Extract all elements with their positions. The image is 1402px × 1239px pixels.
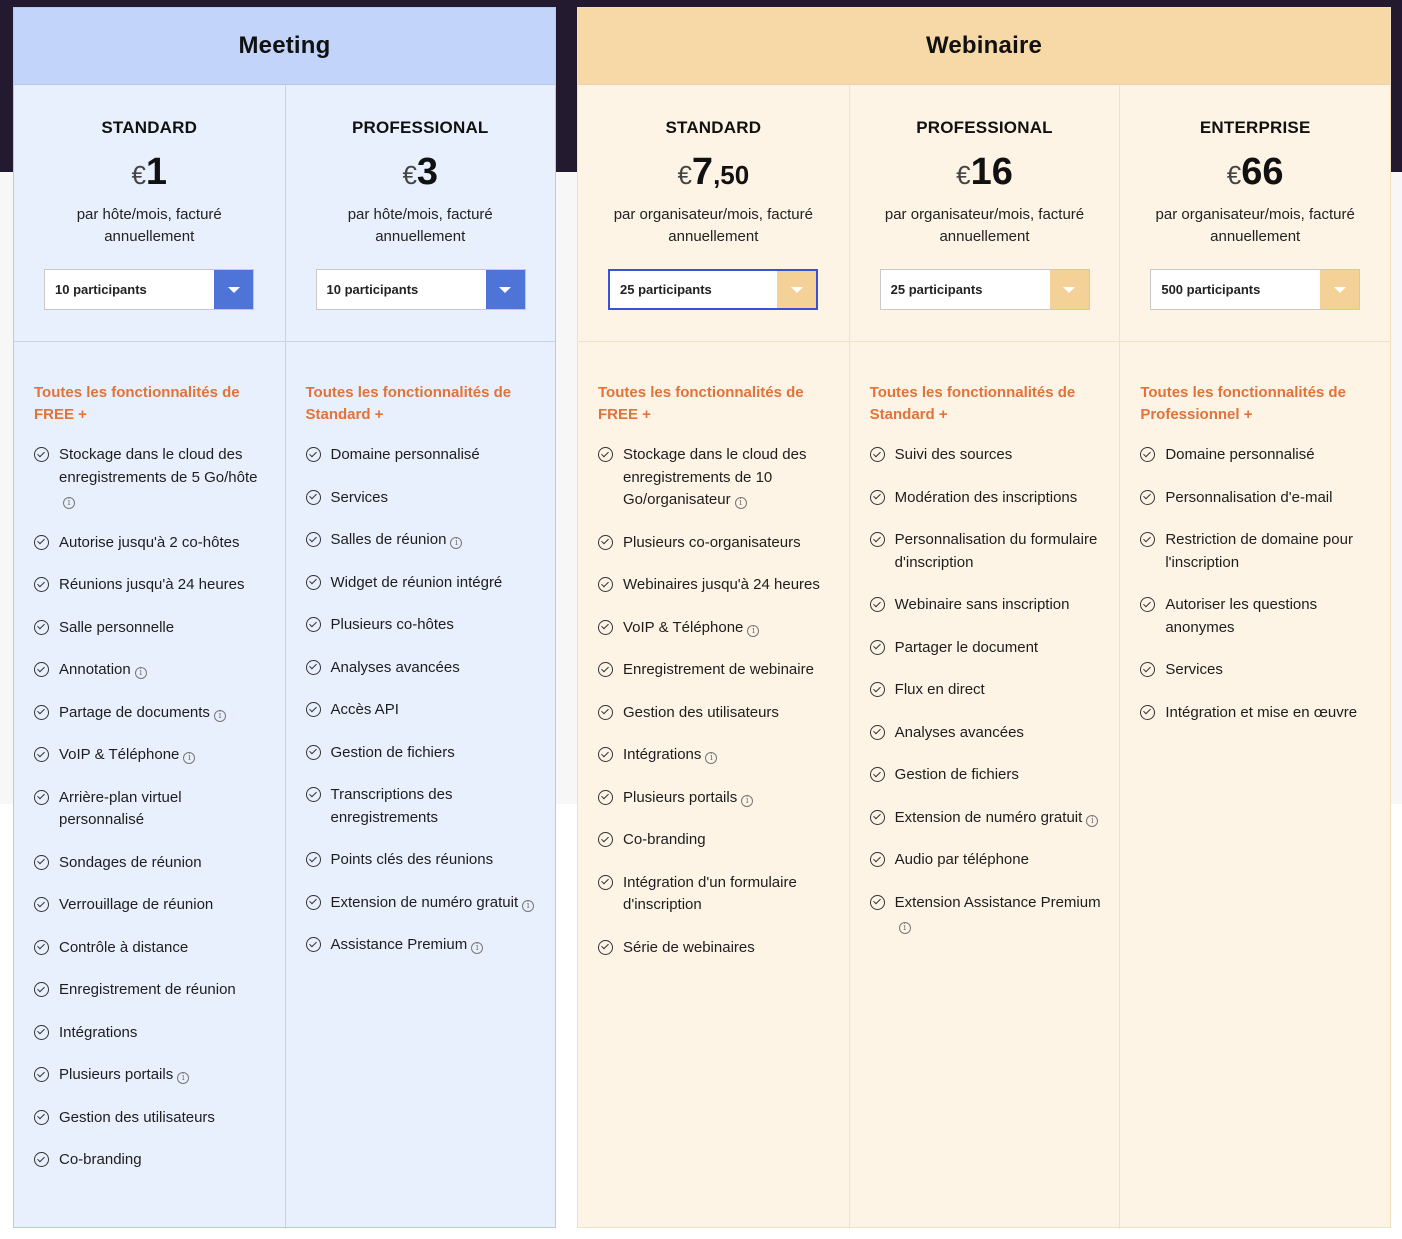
feature-label: VoIP & Téléphone [623, 618, 744, 636]
feature-item [598, 444, 833, 512]
info-icon[interactable]: i [705, 752, 717, 764]
info-icon[interactable]: i [522, 900, 534, 912]
feature-item [870, 807, 1104, 830]
participants-select-value: 10 participants [55, 282, 147, 297]
feature-label: Salle personnelle [59, 618, 175, 636]
feature-item [34, 1149, 269, 1172]
feature-label: Personnalisation du formulaire d'inscription [894, 531, 1098, 571]
billing-note: par organisateur/mois, facturé annuellement [884, 206, 1085, 245]
info-icon[interactable]: i [747, 625, 759, 637]
plan-price [14, 152, 285, 192]
feature-item [306, 444, 540, 467]
features-intro: Toutes les fonctionnalités de FREE + [598, 384, 804, 423]
feature-list [1140, 444, 1374, 724]
check-circle-icon [598, 875, 613, 890]
check-circle-icon [870, 597, 885, 612]
currency-symbol: € [1226, 160, 1242, 190]
feature-label: Verrouillage de réunion [59, 896, 214, 913]
feature-item [870, 594, 1104, 617]
info-icon[interactable]: i [63, 497, 75, 509]
participants-select-value: 25 participants [890, 282, 983, 297]
feature-item [1140, 659, 1374, 682]
feature-item [34, 574, 269, 597]
plan-name: STANDARD [101, 118, 198, 137]
check-circle-icon [870, 532, 885, 547]
currency-symbol: € [677, 160, 692, 190]
feature-label: Contrôle à distance [59, 938, 189, 956]
feature-label: Analyses avancées [330, 658, 460, 676]
check-circle-icon [1140, 447, 1155, 462]
feature-item [306, 529, 540, 552]
feature-item [34, 702, 269, 725]
feature-item [870, 849, 1104, 872]
plan-price [286, 152, 556, 192]
info-icon[interactable]: i [735, 497, 747, 509]
check-circle-icon [870, 725, 885, 740]
feature-item [1140, 487, 1374, 510]
feature-label: Gestion des utilisateurs [623, 703, 779, 721]
check-circle-icon [1140, 532, 1155, 547]
feature-label: Intégration et mise en œuvre [1165, 703, 1358, 721]
billing-note: par organisateur/mois, facturé annuellement [1155, 206, 1355, 245]
check-circle-icon [598, 620, 613, 635]
check-circle-icon [34, 1067, 49, 1082]
check-circle-icon [598, 940, 613, 955]
billing-note: par organisateur/mois, facturé annuellement [613, 206, 813, 245]
info-icon[interactable]: i [183, 752, 195, 764]
feature-item [34, 1107, 269, 1130]
feature-label: Réunions jusqu'à 24 heures [59, 576, 245, 593]
participants-select[interactable] [44, 269, 254, 310]
feature-item [34, 894, 269, 917]
feature-label: Intégrations [623, 746, 702, 763]
feature-item [34, 979, 269, 1002]
check-circle-icon [306, 660, 321, 675]
feature-item [598, 574, 833, 597]
feature-label: Enregistrement de réunion [59, 981, 236, 998]
feature-item [34, 617, 269, 640]
feature-label: Services [1165, 661, 1223, 678]
feature-label: Stockage dans le cloud des enregistrements de 10 Go/organisateur [623, 446, 807, 508]
feature-label: Plusieurs portails [59, 1066, 174, 1083]
check-circle-icon [870, 682, 885, 697]
feature-label: Série de webinaires [623, 938, 755, 956]
plan-name: ENTERPRISE [1199, 118, 1311, 137]
feature-label: Autorise jusqu'à 2 co-hôtes [59, 533, 240, 551]
participants-select-value: 10 participants [326, 282, 419, 297]
feature-label: Plusieurs co-organisateurs [623, 533, 801, 551]
chevron-down-icon[interactable] [214, 270, 253, 309]
feature-item [870, 679, 1104, 702]
participants-select[interactable] [1150, 269, 1360, 310]
feature-label: Gestion de fichiers [330, 743, 455, 761]
feature-item [34, 1022, 269, 1045]
check-circle-icon [598, 747, 613, 762]
feature-label: Analyses avancées [894, 723, 1024, 741]
feature-item [598, 872, 833, 917]
feature-label: Co-branding [59, 1151, 142, 1168]
features-intro: Toutes les fonctionnalités de Standard + [305, 384, 512, 423]
feature-label: Domaine personnalisé [330, 446, 480, 463]
check-circle-icon [1140, 662, 1155, 677]
check-circle-icon [598, 447, 613, 462]
feature-label: Plusieurs portails [623, 788, 738, 806]
participants-select[interactable] [880, 269, 1090, 310]
check-circle-icon [1140, 597, 1155, 612]
feature-item [34, 787, 269, 832]
feature-label: Restriction de domaine pour l'inscription [1165, 531, 1353, 571]
check-circle-icon [598, 832, 613, 847]
feature-item [34, 1064, 269, 1087]
feature-item [306, 849, 540, 872]
check-circle-icon [34, 940, 49, 955]
feature-label: Partager le document [894, 638, 1039, 656]
check-circle-icon [870, 640, 885, 655]
info-icon[interactable]: i [177, 1072, 189, 1084]
feature-item [1140, 444, 1374, 467]
participants-select-value: 25 participants [620, 282, 712, 297]
price-cents: ,50 [713, 160, 750, 190]
check-circle-icon [34, 447, 49, 462]
meeting-group-title: Meeting [14, 8, 555, 85]
plan-card-meeting-professional [285, 85, 556, 1229]
check-circle-icon [34, 747, 49, 762]
chevron-down-icon[interactable] [1050, 270, 1089, 309]
check-circle-icon [870, 490, 885, 505]
features-intro: Toutes les fonctionnalités de FREE + [34, 384, 240, 423]
feature-label: Extension Assistance Premium [894, 893, 1101, 911]
check-circle-icon [598, 535, 613, 550]
feature-list [34, 444, 269, 1172]
feature-item [598, 937, 833, 960]
feature-item [34, 532, 269, 555]
feature-item [870, 444, 1104, 467]
info-icon[interactable]: i [214, 710, 226, 722]
feature-item [870, 764, 1104, 787]
feature-label: Flux en direct [894, 681, 985, 698]
feature-label: Modération des inscriptions [894, 488, 1078, 506]
check-circle-icon [34, 855, 49, 870]
price-amount: 1 [145, 151, 168, 193]
feature-label: Suivi des sources [894, 446, 1013, 463]
check-circle-icon [306, 787, 321, 802]
info-icon[interactable]: i [899, 922, 911, 934]
price-amount: 7 [691, 151, 714, 193]
check-circle-icon [306, 895, 321, 910]
info-icon[interactable]: i [741, 795, 753, 807]
check-circle-icon [34, 982, 49, 997]
billing-note: par hôte/mois, facturé annuellement [347, 206, 493, 245]
feature-item [306, 657, 540, 680]
feature-item [306, 742, 540, 765]
check-circle-icon [870, 447, 885, 462]
feature-label: Accès API [330, 701, 399, 718]
check-circle-icon [34, 535, 49, 550]
check-circle-icon [306, 490, 321, 505]
check-circle-icon [34, 1110, 49, 1125]
check-circle-icon [34, 705, 49, 720]
feature-label: Salles de réunion [330, 531, 447, 548]
info-icon[interactable]: i [1086, 815, 1098, 827]
features-intro: Toutes les fonctionnalités de Standard + [869, 384, 1076, 423]
feature-item [34, 937, 269, 960]
check-circle-icon [870, 852, 885, 867]
feature-label: Gestion des utilisateurs [59, 1108, 215, 1126]
meeting-pricing-group [13, 7, 556, 1228]
feature-label: Domaine personnalisé [1165, 446, 1315, 463]
feature-label: Autoriser les questions anonymes [1165, 596, 1318, 636]
webinar-pricing-group [577, 7, 1391, 1228]
feature-item [598, 829, 833, 852]
feature-item [598, 702, 833, 725]
participants-select[interactable] [608, 269, 818, 310]
plan-card-webinar-standard [578, 85, 849, 1229]
billing-note: par hôte/mois, facturé annuellement [76, 206, 222, 245]
feature-item [1140, 702, 1374, 725]
feature-item [598, 532, 833, 555]
feature-item [306, 699, 540, 722]
currency-symbol: € [131, 160, 146, 190]
plan-card-meeting-standard [14, 85, 285, 1229]
check-circle-icon [34, 790, 49, 805]
check-circle-icon [306, 447, 321, 462]
check-circle-icon [34, 1152, 49, 1167]
feature-label: Plusieurs co-hôtes [330, 616, 454, 633]
feature-item [34, 852, 269, 875]
feature-item [306, 614, 540, 637]
feature-label: Points clés des réunions [330, 851, 494, 868]
feature-label: Widget de réunion intégré [330, 573, 503, 591]
feature-list [870, 444, 1104, 937]
feature-label: Webinaires jusqu'à 24 heures [623, 576, 820, 593]
plan-name: STANDARD [665, 118, 762, 137]
feature-label: Extension de numéro gratuit [894, 808, 1083, 826]
check-circle-icon [870, 767, 885, 782]
info-icon[interactable]: i [471, 942, 483, 954]
webinar-group-title: Webinaire [578, 8, 1390, 85]
feature-label: Audio par téléphone [894, 851, 1029, 868]
plan-price [1120, 152, 1390, 192]
check-circle-icon [306, 937, 321, 952]
check-circle-icon [34, 1025, 49, 1040]
check-circle-icon [306, 575, 321, 590]
feature-item [34, 444, 269, 512]
feature-item [598, 659, 833, 682]
check-circle-icon [1140, 490, 1155, 505]
feature-label: Annotation [59, 661, 131, 678]
feature-item [870, 529, 1104, 574]
participants-select-value: 500 participants [1161, 282, 1261, 297]
price-amount: 3 [416, 151, 439, 193]
plan-price [850, 152, 1120, 192]
feature-item [598, 787, 833, 810]
price-amount: 16 [970, 151, 1013, 193]
check-circle-icon [870, 810, 885, 825]
check-circle-icon [306, 745, 321, 760]
check-circle-icon [34, 897, 49, 912]
check-circle-icon [306, 532, 321, 547]
feature-label: Assistance Premium [330, 936, 468, 953]
feature-label: Transcriptions des enregistrements [330, 786, 453, 826]
check-circle-icon [1140, 705, 1155, 720]
feature-item [306, 487, 540, 510]
check-circle-icon [870, 895, 885, 910]
plan-card-webinar-professional [849, 85, 1120, 1229]
currency-symbol: € [956, 160, 971, 190]
feature-item [34, 659, 269, 682]
feature-label: Extension de numéro gratuit [330, 893, 519, 911]
chevron-down-icon[interactable] [777, 271, 816, 308]
currency-symbol: € [402, 160, 417, 190]
info-icon[interactable]: i [135, 667, 147, 679]
plan-card-webinar-enterprise [1119, 85, 1390, 1229]
plan-name: PROFESSIONAL [916, 118, 1053, 137]
feature-label: Services [330, 488, 389, 506]
price-amount: 66 [1241, 151, 1284, 193]
feature-label: Intégration d'un formulaire d'inscription [623, 873, 797, 913]
feature-item [34, 744, 269, 767]
features-intro: Toutes les fonctionnalités de Professionnel + [1140, 384, 1346, 423]
info-icon[interactable]: i [450, 537, 462, 549]
chevron-down-icon[interactable] [486, 270, 525, 309]
feature-label: Partage de documents [59, 703, 210, 721]
feature-label: Webinaire sans inscription [894, 596, 1070, 613]
feature-list [306, 444, 540, 957]
feature-label: Sondages de réunion [59, 853, 202, 871]
feature-item [1140, 529, 1374, 574]
check-circle-icon [598, 577, 613, 592]
feature-item [870, 722, 1104, 745]
feature-item [306, 892, 540, 915]
check-circle-icon [34, 620, 49, 635]
check-circle-icon [598, 705, 613, 720]
check-circle-icon [34, 662, 49, 677]
check-circle-icon [598, 790, 613, 805]
feature-label: Enregistrement de webinaire [623, 661, 814, 678]
feature-item [870, 637, 1104, 660]
check-circle-icon [598, 662, 613, 677]
feature-item [306, 572, 540, 595]
feature-item [306, 784, 540, 829]
feature-label: Gestion de fichiers [894, 766, 1019, 783]
feature-item [870, 487, 1104, 510]
check-circle-icon [306, 702, 321, 717]
feature-item [598, 617, 833, 640]
feature-label: Personnalisation d'e-mail [1165, 488, 1333, 506]
plan-name: PROFESSIONAL [351, 118, 489, 137]
feature-item [1140, 594, 1374, 639]
plan-price [578, 152, 849, 192]
feature-item [306, 934, 540, 957]
feature-list [598, 444, 833, 959]
feature-item [870, 892, 1104, 937]
feature-label: VoIP & Téléphone [59, 746, 180, 763]
feature-label: Stockage dans le cloud des enregistrements de 5 Go/hôte [59, 446, 258, 486]
check-circle-icon [306, 617, 321, 632]
check-circle-icon [306, 852, 321, 867]
feature-item [598, 744, 833, 767]
feature-label: Co-branding [623, 831, 706, 848]
chevron-down-icon[interactable] [1320, 270, 1359, 309]
check-circle-icon [34, 577, 49, 592]
participants-select[interactable] [316, 269, 526, 310]
feature-label: Intégrations [59, 1023, 138, 1041]
feature-label: Arrière-plan virtuel personnalisé [59, 788, 182, 828]
